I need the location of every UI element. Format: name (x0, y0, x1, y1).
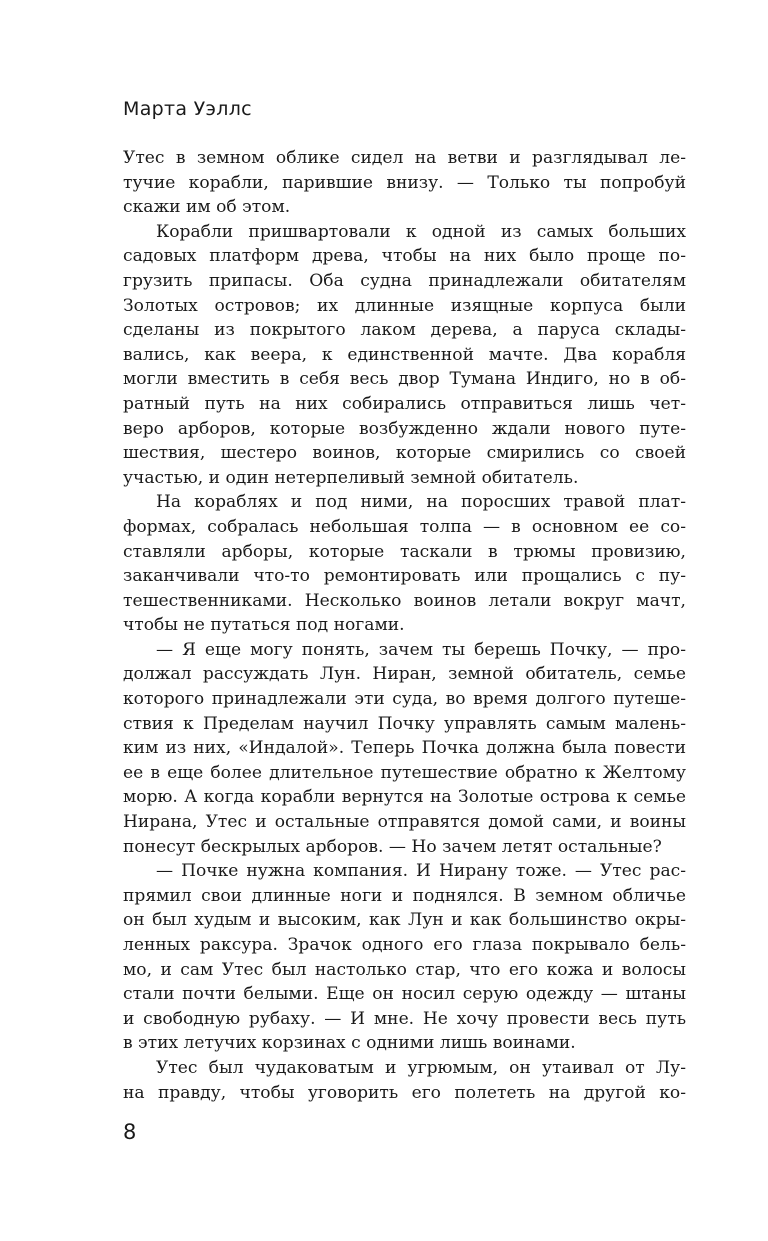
text-line: ствия к Пределам научил Почку управлять самым малень- (123, 713, 686, 734)
paragraph (123, 1056, 686, 1105)
text-line: вались, как веера, к единственной мачте. Два корабля (123, 344, 686, 365)
text-line: Нирана, Утес и остальные отправятся домой сами, и воины (123, 812, 686, 833)
text-line: в этих летучих корзинах с одними лишь воинами. (123, 1033, 576, 1054)
text-line: Золотых островов; их длинные изящные корпуса были (123, 295, 686, 316)
text-line: скажи им об этом. (123, 197, 291, 218)
page-number: 8 (123, 1120, 137, 1144)
text-line: тучие корабли, парившие внизу. — Только ты попробуй (123, 172, 686, 193)
paragraph (123, 490, 686, 638)
text-line: он был худым и высоким, как Лун и как большинство окры- (123, 910, 686, 931)
text-line: На кораблях и под ними, на поросших травой плат- (156, 492, 686, 513)
text-line: грузить припасы. Оба судна принадлежали обитателям (123, 270, 686, 291)
text-line: — Я еще могу понять, зачем ты берешь Почку, — про- (156, 639, 686, 660)
text-line: чтобы не путаться под ногами. (123, 615, 405, 636)
text-line: понесут бескрылых арборов. — Но зачем летят остальные? (123, 836, 662, 857)
body-text (123, 146, 686, 1105)
text-line: мо, и сам Утес был настолько стар, что его кожа и волосы (123, 959, 686, 980)
running-head-author: Марта Уэллс (123, 98, 252, 120)
text-line: Корабли пришвартовали к одной из самых больших (156, 221, 686, 242)
text-line: шествия, шестеро воинов, которые смирились со своей (123, 443, 686, 464)
text-line: Утес в земном облике сидел на ветви и разглядывал ле- (123, 148, 686, 168)
text-line: формах, собралась небольшая толпа — в основном ее со- (123, 516, 686, 537)
text-line: на правду, чтобы уговорить его полететь на другой ко- (123, 1082, 686, 1103)
text-line: морю. А когда корабли вернутся на Золотые острова к семье (123, 787, 686, 808)
text-line: ратный путь на них собирались отправиться лишь чет- (123, 393, 686, 414)
text-line: ленных раксура. Зрачок одного его глаза покрывало бель- (123, 935, 686, 955)
text-line: должал рассуждать Лун. Ниран, земной обитатель, семье (123, 664, 686, 685)
text-line: ее в еще более длительное путешествие обратно к Желтому (123, 762, 686, 783)
text-line: прямил свои длинные ноги и поднялся. В земном обличье (123, 885, 686, 906)
text-line: заканчивали что-то ремонтировать или прощались с пу- (123, 566, 686, 587)
text-line: тешественниками. Несколько воинов летали вокруг мачт, (123, 590, 686, 611)
text-line: веро арборов, которые возбужденно ждали нового путе- (123, 418, 686, 439)
text-line: и свободную рубаху. — И мне. Не хочу провести весь путь (123, 1008, 686, 1029)
text-line: садовых платформ древа, чтобы на них было проще по- (123, 246, 686, 267)
paragraph (123, 146, 686, 220)
paragraph (123, 859, 686, 1056)
text-line: сделаны из покрытого лаком дерева, а паруса склады- (123, 320, 686, 341)
text-line: которого принадлежали эти суда, во время долгого путеше- (123, 689, 686, 710)
paragraph (123, 638, 686, 859)
text-line: ставляли арборы, которые таскали в трюмы провизию, (123, 541, 686, 562)
paragraph (123, 220, 686, 491)
text-line: стали почти белыми. Еще он носил серую одежду — штаны (123, 984, 686, 1005)
text-line: могли вместить в себя весь двор Тумана Индиго, но в об- (123, 369, 686, 390)
text-line: Утес был чудаковатым и угрюмым, он утаивал от Лу- (156, 1057, 686, 1078)
text-line: ким из них, «Индалой». Теперь Почка должна была повести (123, 738, 686, 759)
text-line: участью, и один нетерпеливый земной обитатель. (123, 467, 579, 488)
text-line: — Почке нужна компания. И Нирану тоже. — Утес рас- (156, 861, 686, 882)
